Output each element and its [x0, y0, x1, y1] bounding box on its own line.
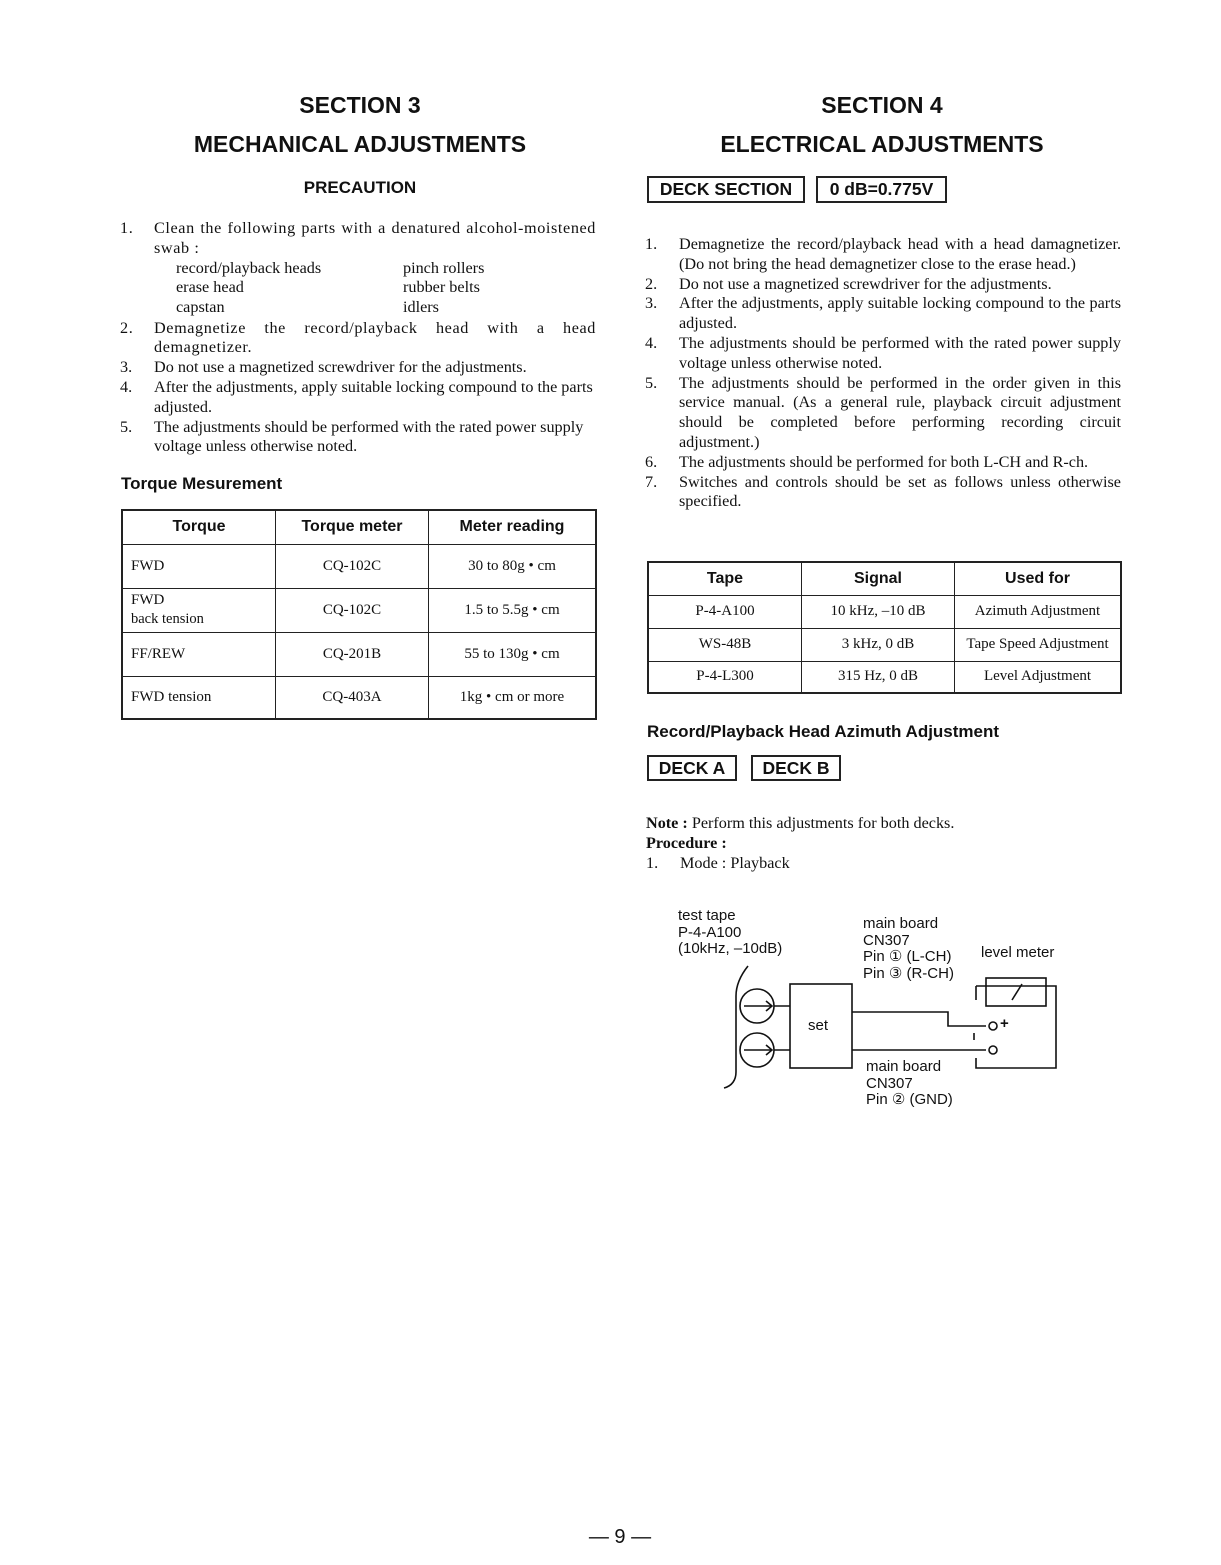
tape-table [647, 561, 1122, 694]
torque-heading: Torque Mesurement [121, 474, 283, 493]
connector-text: CN307 [863, 931, 910, 949]
item-text: Clean the following parts with a denatured alcohol-moistened swab : [154, 219, 596, 257]
pin-1-text: Pin ① (L-CH) [863, 948, 952, 965]
item-number: 2. [120, 318, 134, 337]
azimuth-heading: Record/Playback Head Azimuth Adjustment [647, 722, 1000, 741]
main-board-top-label [863, 916, 954, 982]
test-tape-text: test tape [678, 907, 736, 924]
precaution-item-3 [120, 358, 596, 378]
cell-text: FF/REW [131, 645, 186, 662]
item-number: 1. [645, 235, 658, 253]
item-text: Mode : Playback [680, 853, 790, 872]
item-number: 1. [646, 853, 659, 872]
table-row [648, 661, 1121, 693]
electrical-item-3 [645, 294, 1121, 334]
meter-cell: CQ-102C [276, 544, 429, 588]
precaution-item-1 [120, 219, 596, 259]
deck-a-tag: DECK A [647, 755, 737, 781]
precaution-item-5 [120, 418, 596, 458]
item-text: Do not use a magnetized screwdriver for the adjustments. [154, 358, 527, 377]
column-header: Meter reading [429, 510, 597, 544]
table-row [122, 632, 596, 676]
electrical-item-7 [645, 473, 1121, 513]
procedure-step-1 [646, 854, 1116, 874]
signal-cell: 315 Hz, 0 dB [802, 661, 955, 693]
item-number: 2. [645, 274, 658, 293]
part-item: capstan [176, 298, 225, 317]
item-number: 7. [645, 472, 658, 491]
item-text: The adjustments should be performed with the rated power supply voltage unless otherwise noted. [154, 417, 584, 456]
meter-cell: CQ-201B [276, 632, 429, 676]
table-row [648, 595, 1121, 628]
note-line [646, 814, 1116, 834]
precaution-item-4 [120, 378, 596, 418]
torque-cell [122, 676, 276, 719]
section-4-title: SECTION 4 [821, 92, 943, 118]
table-header-row [122, 510, 596, 544]
meter-cell: CQ-102C [276, 588, 429, 632]
tape-bracket [724, 966, 748, 1088]
test-tape-label [678, 908, 782, 958]
table-row [122, 588, 596, 632]
item-text: Switches and controls should be set as follows unless otherwise specified. [679, 472, 1121, 511]
table-row [648, 628, 1121, 661]
level-meter-label: level meter [981, 944, 1055, 961]
table-header-row [648, 562, 1121, 595]
torque-cell [122, 632, 276, 676]
column-header: Signal [802, 562, 955, 595]
main-board-bottom-label [866, 1059, 953, 1109]
electrical-item-1 [645, 235, 1121, 275]
meter-display [986, 978, 1046, 1006]
precaution-item-2 [120, 319, 596, 359]
part-item: rubber belts [403, 278, 480, 297]
deck-b-tag: DECK B [751, 755, 841, 781]
level-meter-box [976, 986, 1056, 1068]
used-for-cell: Tape Speed Adjustment [955, 628, 1122, 661]
pin-2-text: Pin ② (GND) [866, 1091, 953, 1108]
item-text: The adjustments should be performed in the order given in this service manual. (As a general rule, playback circuit adjustment should be completed before performing recording circuit adjustment.) [679, 373, 1121, 451]
table-row [122, 676, 596, 719]
item-number: 1. [120, 219, 134, 237]
cell-text: FWD [131, 592, 165, 608]
tape-cell: WS-48B [648, 628, 802, 661]
main-board-text: main board [863, 915, 939, 932]
column-header: Used for [955, 562, 1122, 595]
item-text: Demagnetize the record/playback head with a head demagnetizer. [154, 318, 596, 357]
note-label: Note : [646, 814, 688, 832]
reading-cell: 30 to 80g • cm [429, 544, 597, 588]
cell-text: FWD [131, 557, 165, 574]
torque-table [121, 509, 597, 720]
tape-id-text: P-4-A100 [678, 923, 742, 941]
signal-cell: 3 kHz, 0 dB [802, 628, 955, 661]
item-text: The adjustments should be performed with the rated power supply voltage unless otherwise noted. [679, 333, 1121, 372]
item-number: 6. [645, 452, 658, 471]
reading-cell: 55 to 130g • cm [429, 632, 597, 676]
note-text: Perform this adjustments for both decks. [691, 814, 955, 832]
cell-subtext: back tension [131, 611, 204, 627]
item-text: Demagnetize the record/playback head with a head damagnetizer. (Do not bring the head demagnetizer close to the erase head.) [679, 235, 1121, 273]
used-for-cell: Azimuth Adjustment [955, 595, 1122, 628]
item-text: Do not use a magnetized screwdriver for the adjustments. [679, 274, 1052, 293]
torque-cell [122, 588, 276, 632]
item-text: The adjustments should be performed for both L-CH and R-ch. [679, 452, 1089, 471]
precaution-list [120, 219, 596, 457]
column-header: Torque meter [276, 510, 429, 544]
item-number: 3. [645, 294, 658, 313]
procedure-line [646, 834, 1116, 854]
part-item: erase head [176, 278, 244, 297]
item-number: 5. [120, 417, 133, 436]
db-reference-tag: 0 dB=0.775V [816, 176, 947, 203]
pin-3-text: Pin ③ (R-CH) [863, 964, 954, 982]
table-row [122, 544, 596, 588]
signal-cell: 10 kHz, –10 dB [802, 595, 955, 628]
electrical-item-5 [645, 374, 1121, 453]
cell-text: FWD tension [131, 688, 212, 705]
connector-text: CN307 [866, 1074, 913, 1092]
meter-cell: CQ-403A [276, 676, 429, 719]
used-for-cell: Level Adjustment [955, 661, 1122, 693]
item-number: 3. [120, 358, 133, 377]
parts-list [120, 259, 596, 319]
tape-signal-text: (10kHz, –10dB) [678, 940, 783, 957]
torque-cell [122, 544, 276, 588]
item-text: After the adjustments, apply suitable locking compound to the parts adjusted. [154, 377, 593, 416]
electrical-precaution-list [645, 235, 1121, 512]
item-text: After the adjustments, apply suitable locking compound to the parts adjusted. [679, 294, 1121, 333]
reading-cell: 1kg • cm or more [429, 676, 597, 719]
plus-terminal-label: + [1000, 1015, 1009, 1032]
item-number: 4. [645, 333, 658, 352]
deck-section-tag: DECK SECTION [647, 176, 805, 203]
page-number: — 9 — [588, 1526, 652, 1548]
electrical-item-6 [645, 453, 1121, 473]
electrical-item-2 [645, 275, 1121, 295]
set-label: set [808, 1017, 829, 1034]
azimuth-connection-diagram [660, 900, 1080, 1130]
part-item: idlers [403, 298, 439, 317]
main-board-text: main board [866, 1058, 942, 1075]
item-number: 4. [120, 377, 133, 396]
item-number: 5. [645, 373, 658, 392]
procedure-label: Procedure : [646, 833, 727, 852]
reading-cell: 1.5 to 5.5g • cm [429, 588, 597, 632]
tape-cell: P-4-A100 [648, 595, 802, 628]
part-item: record/playback heads [176, 258, 322, 277]
note-block [646, 814, 1116, 873]
column-header: Torque [122, 510, 276, 544]
part-item: pinch rollers [403, 258, 485, 277]
precaution-heading: PRECAUTION [303, 178, 417, 197]
tape-cell: P-4-L300 [648, 661, 802, 693]
section-4-subtitle: ELECTRICAL ADJUSTMENTS [720, 131, 1044, 157]
column-header: Tape [648, 562, 802, 595]
section-3-title: SECTION 3 [299, 92, 421, 118]
section-3-subtitle: MECHANICAL ADJUSTMENTS [193, 131, 527, 157]
electrical-item-4 [645, 334, 1121, 374]
